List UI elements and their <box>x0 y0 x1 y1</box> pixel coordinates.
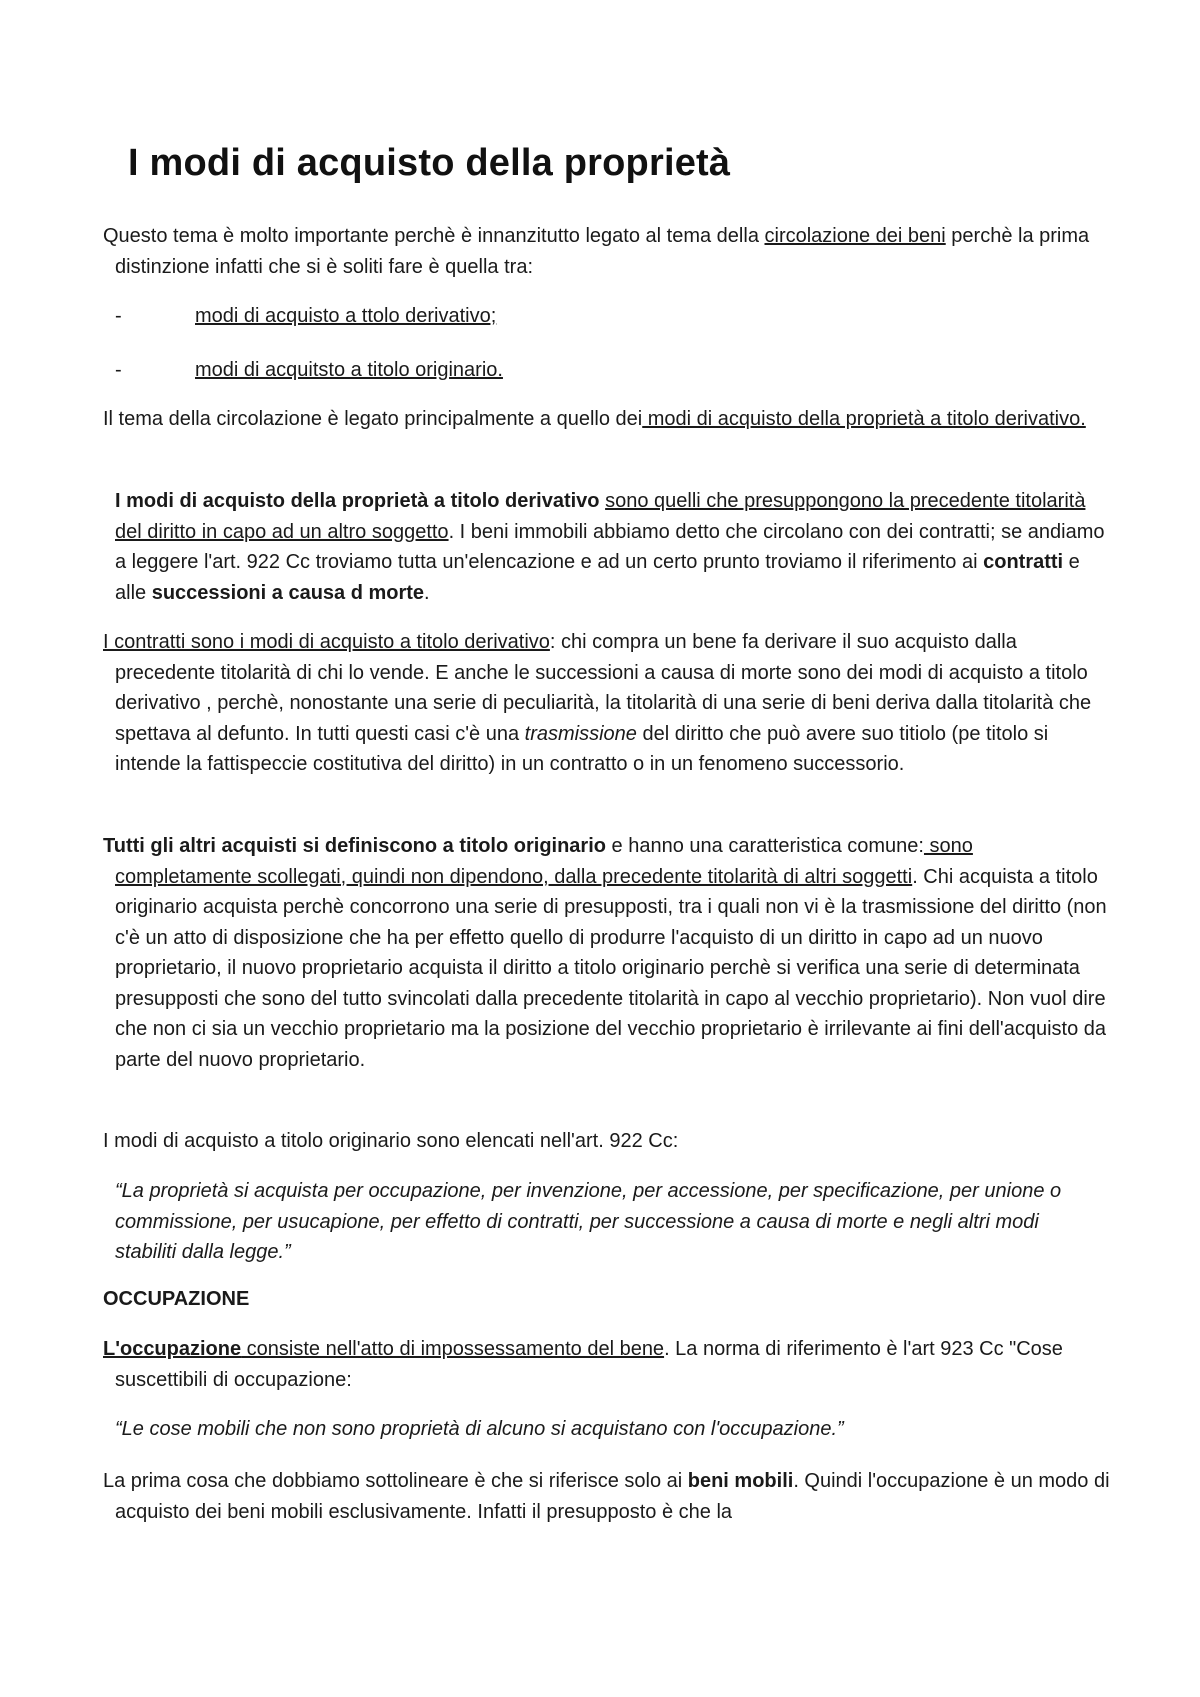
intro-paragraph <box>103 221 1115 282</box>
paragraph-occupazione: L'occupazione consiste nell'atto di impossessamento del bene. La norma di riferimento è l'art 923 Cc "Cose suscettibili di occupazione: <box>103 1338 1063 1391</box>
quote-art-923: “Le cose mobili che non sono proprietà di alcuno si acquistano con l'occupazione.” <box>115 1418 844 1440</box>
intro-text-continued: perchè la prima distinzione infatti che si è soliti fare è quella tra: <box>115 225 1090 278</box>
paragraph-titolo-derivativo: I modi di acquisto della proprietà a titolo derivativo sono quelli che presuppongono la precedente titolarità del diritto in capo ad un altro soggetto. I beni immobili abbiamo detto che circolano con dei contratti; se andiamo a leggere l'art. 922 Cc troviamo tutta un'elencazione e ad un certo prunto troviamo il riferimento ai contratti e alle successioni a causa d morte. <box>115 490 1105 604</box>
quote-art-922: “La proprietà si acquista per occupazione, per invenzione, per accessione, per specificazione, per unione o commissione, per usucapione, per effetto di contratti, per successione a causa di morte e negli altri modi stabiliti dalla legge.” <box>115 1180 1062 1263</box>
paragraph-circolazione: Il tema della circolazione è legato principalmente a quello dei modi di acquisto della proprietà a titolo derivativo. <box>103 408 1086 430</box>
page-title: I modi di acquisto della proprietà <box>128 142 731 184</box>
paragraph-contratti: I contratti sono i modi di acquisto a titolo derivativo: chi compra un bene fa derivare il suo acquisto dalla precedente titolarità di chi lo vende. E anche le successioni a causa di morte sono dei modi di acquisto a titolo derivativo , perchè, nonostante una serie di peculiarità, la titolarità di una serie di beni deriva dalla titolarità che spettava al defunto. In tutti questi casi c'è una trasmissione del diritto che può avere suo titiolo (pe titolo si intende la fattispeccie costitutiva del diritto) in un contratto o in un fenomeno successorio. <box>103 631 1092 775</box>
section-heading-occupazione: OCCUPAZIONE <box>103 1288 250 1310</box>
list-item: - modi di acquitsto a titolo originario. <box>115 359 503 381</box>
paragraph-beni-mobili: La prima cosa che dobbiamo sottolineare è che si riferisce solo ai beni mobili. Quindi l'occupazione è un modo di acquisto dei beni mobili esclusivamente. Infatti il presupposto è che la <box>103 1470 1110 1523</box>
list-item: - modi di acquisto a ttolo derivativo; <box>115 305 497 327</box>
paragraph-titolo-originario: Tutti gli altri acquisti si definiscono a titolo originario e hanno una caratteristica comune: sono completamente scollegati, quindi non dipendono, dalla precedente titolarità di altri soggetti. Chi acquista a titolo originario acquista perchè concorrono una serie di presupposti, tra i quali non vi è la trasmissione del diritto (non c'è un atto di disposizione che ha per effetto quello di produrre l'acquisto di un diritto in capo ad un nuovo proprietario, il nuovo proprietario acquista il diritto a titolo originario perchè si verifica una serie di determinata presupposti che sono del tutto svincolati dalla precedente titolarità in capo al vecchio proprietario). Non vuol dire che non ci sia un vecchio proprietario ma la posizione del vecchio proprietario è irrilevante ai fini dell'acquisto da parte del nuovo proprietario. <box>103 835 1107 1071</box>
intro-underlined-phrase: circolazione dei beni <box>764 225 946 247</box>
intro-text: Questo tema è molto importante perchè è innanzitutto legato al tema della <box>103 225 765 247</box>
paragraph-art-922: I modi di acquisto a titolo originario sono elencati nell'art. 922 Cc: <box>103 1130 679 1152</box>
